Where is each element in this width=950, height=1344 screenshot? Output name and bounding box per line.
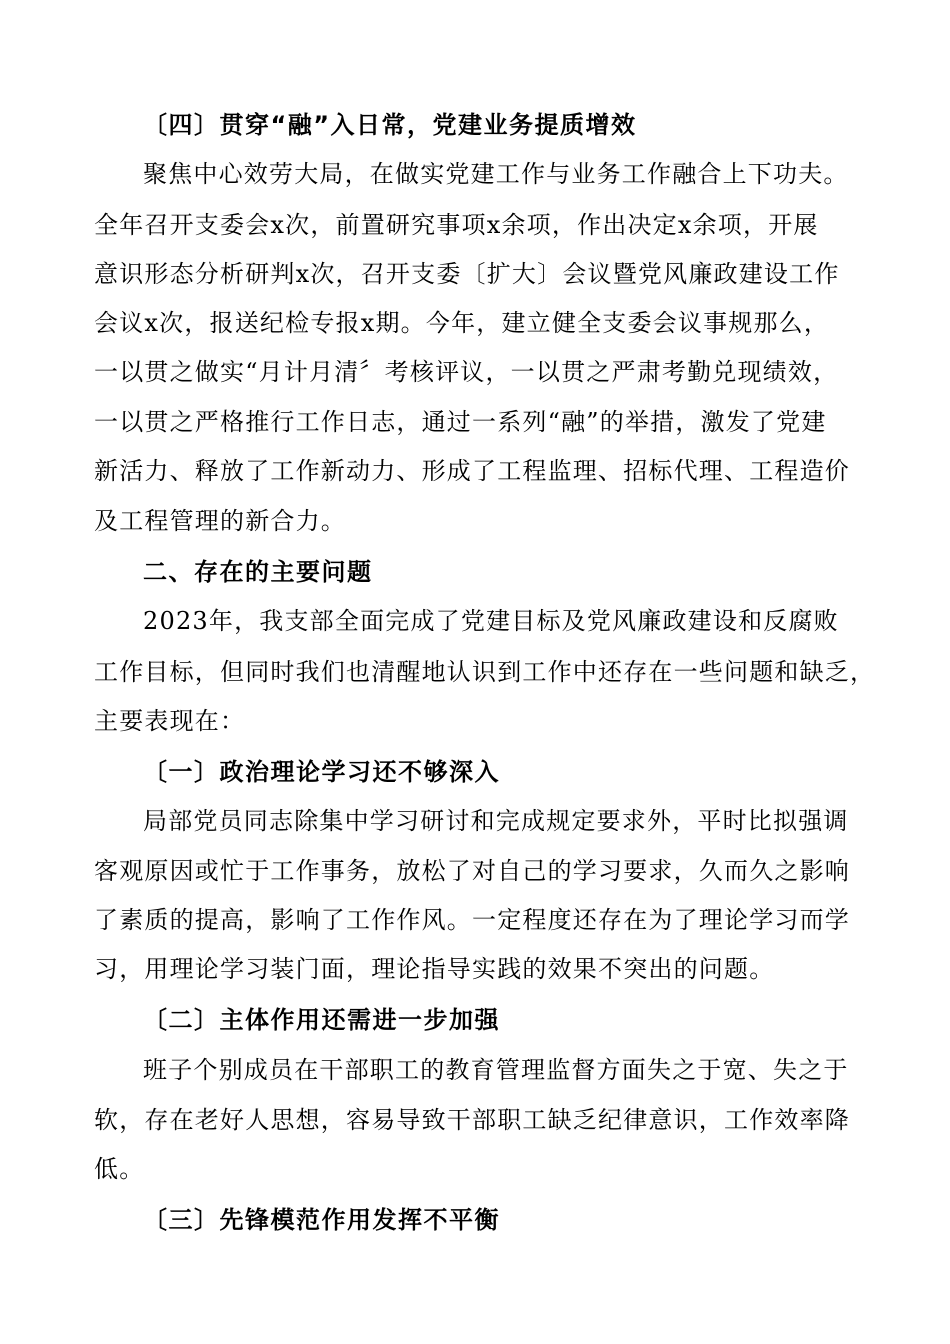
paragraph-line: 一以贯之严格推行工作日志，通过一系列“融”的举措，激发了党建	[94, 408, 827, 436]
section4-heading: 〔四〕贯穿“融”入日常，党建业务提质增效	[143, 111, 637, 139]
paragraph-line: 了素质的提高，影响了工作作风。一定程度还存在为了理论学习而学	[94, 906, 850, 934]
paragraph-line: 主要表现在：	[94, 707, 246, 735]
paragraph-line: 习，用理论学习装门面，理论指导实践的效果不突出的问题。	[94, 955, 775, 983]
paragraph-line: 低。	[94, 1155, 145, 1183]
paragraph-line: 新活力、释放了工作新动力、形成了工程监理、招标代理、工程造价	[94, 457, 850, 485]
paragraph-line: 班子个别成员在干部职工的教育管理监督方面失之于宽、失之于	[143, 1056, 849, 1084]
problem3-heading: 〔三〕先锋模范作用发挥不平衡	[143, 1206, 500, 1234]
paragraph-line: 会议x次，报送纪检专报x期。今年，建立健全支委会议事规那么，	[94, 309, 830, 337]
paragraph-line: 聚焦中心效劳大局，在做实党建工作与业务工作融合上下功夫。	[143, 160, 849, 188]
paragraph-line: 2023年，我支部全面完成了党建目标及党风廉政建设和反腐败	[143, 607, 839, 635]
part2-heading: 二、存在的主要问题	[143, 558, 373, 586]
paragraph-line: 局部党员同志除集中学习研讨和完成规定要求外，平时比拟强调	[143, 807, 849, 835]
paragraph-line: 客观原因或忙于工作事务，放松了对自己的学习要求，久而久之影响	[94, 857, 850, 885]
paragraph-line: 全年召开支委会x次，前置研究事项x余项，作出决定x余项，开展	[94, 211, 819, 239]
problem1-heading: 〔一〕政治理论学习还不够深入	[143, 758, 500, 786]
paragraph-line: 软，存在老好人思想，容易导致干部职工缺乏纪律意识，工作效率降	[94, 1106, 850, 1134]
paragraph-line: 及工程管理的新合力。	[94, 507, 346, 535]
problem2-heading: 〔二〕主体作用还需进一步加强	[143, 1006, 500, 1034]
paragraph-line: 一以贯之做实“月计月清〞考核评议，一以贯之严肃考勤兑现绩效，	[94, 358, 839, 386]
paragraph-line: 工作目标，但同时我们也清醒地认识到工作中还存在一些问题和缺乏，	[94, 658, 876, 686]
paragraph-line: 意识形态分析研判x次，召开支委〔扩大〕会议暨党风廉政建设工作	[94, 260, 840, 288]
